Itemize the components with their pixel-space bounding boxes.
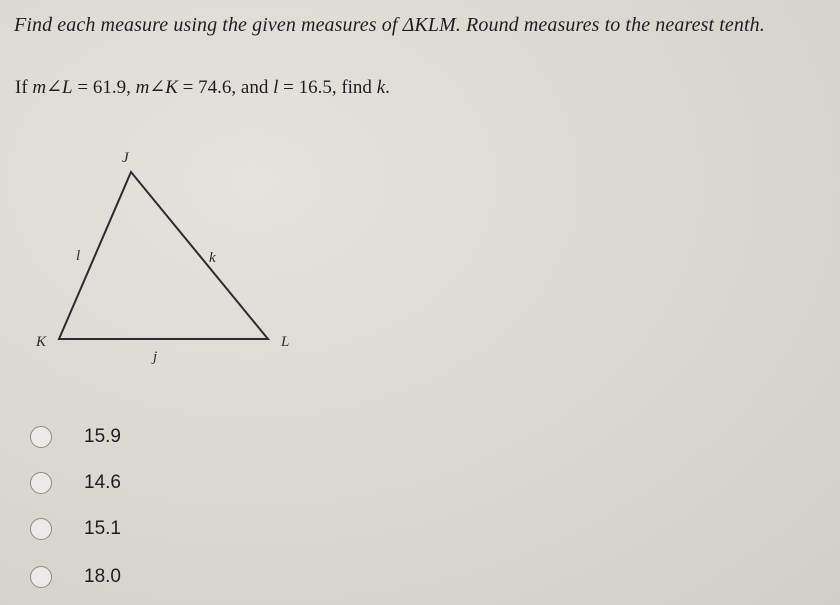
vertex-k-label: K [36,334,47,350]
instruction-suffix: . Round measures to the nearest tenth. [455,14,765,36]
angle-l-label: m∠L [32,77,73,98]
radio-button-icon[interactable] [30,472,52,494]
question-eq3: = 16.5, find [278,77,377,98]
side-l-figure-label: l [76,248,81,264]
answer-choice-label: 18.0 [84,566,121,587]
answer-choice-label: 15.9 [84,426,121,447]
instruction-prefix: Find each measure using the given measures of [14,14,403,36]
triangle-shape [59,172,268,339]
angle-k-label: m∠K [135,77,178,98]
answer-choice-label: 14.6 [84,472,121,493]
answer-choice-label: 15.1 [84,518,121,539]
vertex-j-label: J [122,150,129,166]
radio-button-icon[interactable] [30,518,52,540]
question-if: If [15,77,33,98]
side-l-label: l [273,77,279,98]
question-end: . [385,77,390,98]
radio-button-icon[interactable] [30,566,52,588]
side-k-figure-label: k [209,250,216,266]
side-k-label: k [376,77,386,98]
answer-choice-1[interactable] [30,422,121,452]
vertex-l-label: L [281,334,290,350]
answer-choice-3[interactable] [30,514,121,544]
triangle-symbol: ΔKLM [402,14,456,36]
radio-button-icon[interactable] [30,426,52,448]
side-j-figure-label: j [153,349,158,365]
question-eq1: = 61.9, [72,77,136,98]
answer-choice-4[interactable] [30,562,121,592]
question-eq2: = 74.6, and [177,77,274,98]
answer-choice-2[interactable] [30,468,121,498]
